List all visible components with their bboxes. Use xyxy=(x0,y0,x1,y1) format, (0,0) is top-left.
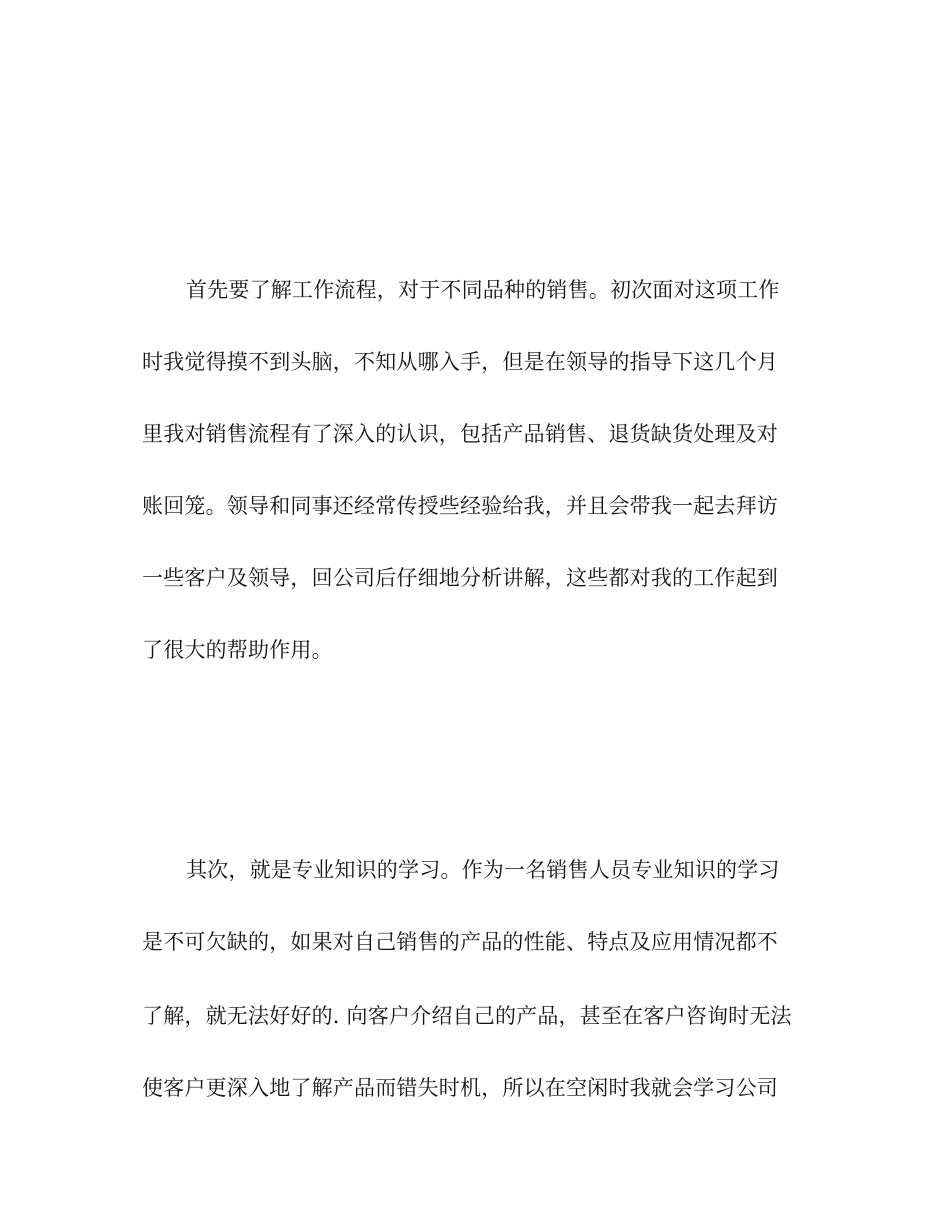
paragraph-2-line-4: 使客户更深入地了解产品而错失时机，所以在空闲时我就会学习公司 xyxy=(142,1076,778,1100)
paragraph-1-line-3: 里我对销售流程有了深入的认识，包括产品销售、退货缺货处理及对 xyxy=(142,422,778,446)
paragraph-2-line-1: 其次，就是专业知识的学习。作为一名销售人员专业知识的学习 xyxy=(186,858,780,882)
paragraph-2-line-2: 是不可欠缺的，如果对自己销售的产品的性能、特点及应用情况都不 xyxy=(142,930,778,954)
paragraph-2-line-3: 了解，就无法好好的. 向客户介绍自己的产品，甚至在客户咨询时无法 xyxy=(142,1004,792,1028)
paragraph-1-line-6: 了很大的帮助作用。 xyxy=(142,638,333,662)
paragraph-1-line-4: 账回笼。领导和同事还经常传授些经验给我，并且会带我一起去拜访 xyxy=(142,494,778,518)
paragraph-1-line-5: 一些客户及领导，回公司后仔细地分析讲解，这些都对我的工作起到 xyxy=(142,566,778,590)
paragraph-1-line-2: 时我觉得摸不到头脑，不知从哪入手，但是在领导的指导下这几个月 xyxy=(142,350,778,374)
paragraph-1-line-1: 首先要了解工作流程，对于不同品种的销售。初次面对这项工作 xyxy=(186,278,780,302)
